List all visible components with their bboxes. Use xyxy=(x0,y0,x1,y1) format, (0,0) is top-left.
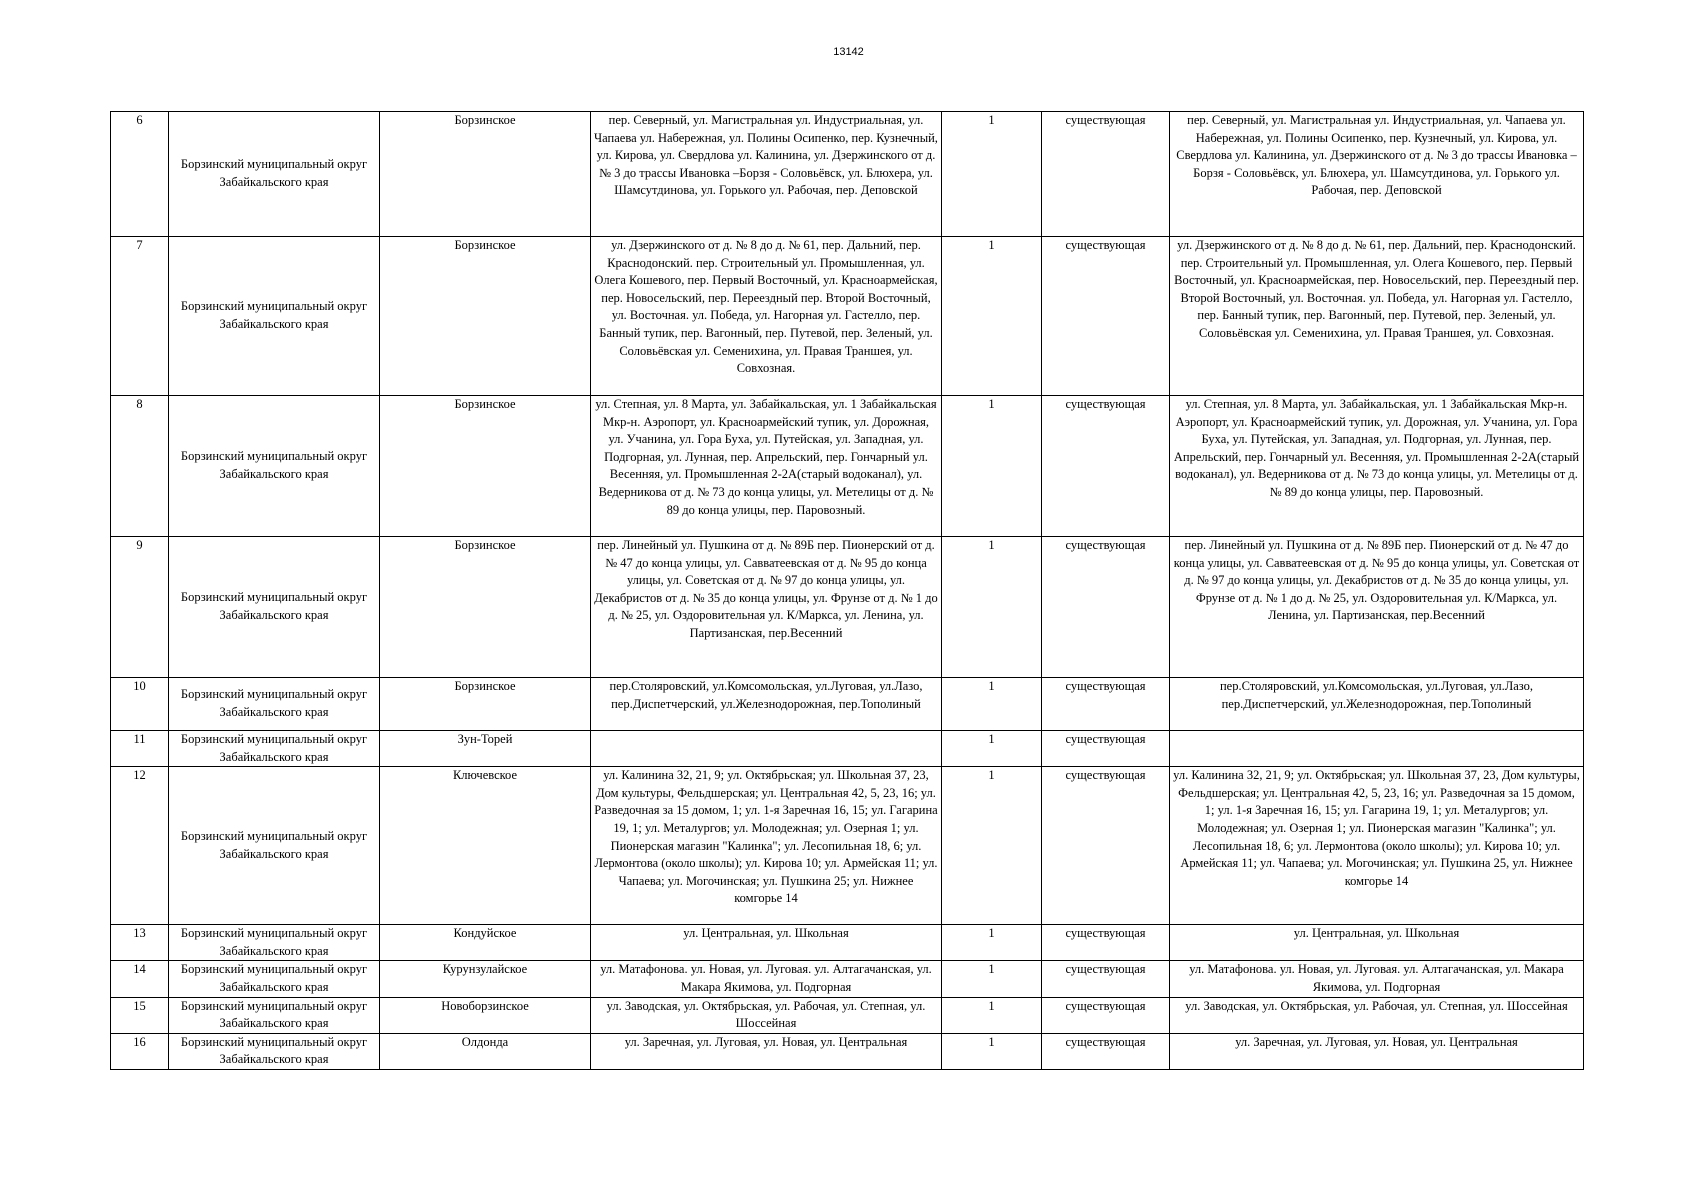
status: существующая xyxy=(1042,997,1170,1033)
count: 1 xyxy=(942,925,1042,961)
locality: Борзинское xyxy=(380,112,591,237)
served-streets-text: пер. Северный, ул. Магистральная ул. Индустриальная, ул. Чапаева ул. Набережная, ул. Полины Осипенко, пер. Кузнечный, ул. Кирова, ул. Свердлова ул. Калинина, ул. Дзержинского от д. № 3 до трассы Ивановка –Борзя - Соловьёвск, ул. Блюхера, ул. Шамсутдинова, ул. Горького ул. Рабочая, пер. Деповской xyxy=(1176,113,1577,198)
status: существующая xyxy=(1042,237,1170,396)
table-row xyxy=(111,997,1584,1033)
table-row xyxy=(111,961,1584,997)
municipal-district: Борзинский муниципальный округ Забайкальского края xyxy=(169,678,380,731)
count: 1 xyxy=(942,537,1042,678)
locality: Борзинское xyxy=(380,537,591,678)
count: 1 xyxy=(942,997,1042,1033)
municipal-district: Борзинский муниципальный округ Забайкальского края xyxy=(169,1033,380,1069)
row-number: 8 xyxy=(111,396,169,537)
served-cell xyxy=(1170,997,1584,1033)
municipal-district: Борзинский муниципальный округ Забайкальского края xyxy=(169,731,380,767)
locality: Борзинское xyxy=(380,678,591,731)
status: существующая xyxy=(1042,112,1170,237)
served-streets-text: пер. Линейный ул. Пушкина от д. № 89Б пер. Пионерский от д. № 47 до конца улицы, ул. Савватеевская от д. № 95 до конца улицы, ул. Советская от д. № 97 до конца улицы, ул. Декабристов от д. № 35 до конца улицы, ул. Фрунзе от д. № 1 до д. № 25, ул. Оздоровительная ул. К/Маркса, ул. Ленина, ул. Партизанская, пер.Весенний xyxy=(1173,538,1580,623)
locality: Кондуйское xyxy=(380,925,591,961)
table-row xyxy=(111,112,1584,237)
row-number: 13 xyxy=(111,925,169,961)
count: 1 xyxy=(942,396,1042,537)
registry-table xyxy=(110,111,1584,1070)
streets-text: пер. Северный, ул. Магистральная ул. Индустриальная, ул. Чапаева ул. Набережная, ул. Полины Осипенко, пер. Кузнечный, ул. Кирова, ул. Свердлова ул. Калинина, ул. Дзержинского от д. № 3 до трассы Ивановка –Борзя - Соловьёвск, ул. Блюхера, ул. Шамсутдинова, ул. Горького ул. Рабочая, пер. Деповской xyxy=(594,113,938,198)
locality: Борзинское xyxy=(380,396,591,537)
served-cell xyxy=(1170,112,1584,237)
served-cell xyxy=(1170,678,1584,731)
served-streets-text: ул. Матафонова. ул. Новая, ул. Луговая. ул. Алтагачанская, ул. Макара Якимова, ул. Подгорная xyxy=(1189,962,1564,994)
served-cell xyxy=(1170,537,1584,678)
table-row xyxy=(111,731,1584,767)
status: существующая xyxy=(1042,396,1170,537)
row-number: 11 xyxy=(111,731,169,767)
served-cell xyxy=(1170,731,1584,767)
locality: Ключевское xyxy=(380,767,591,925)
count: 1 xyxy=(942,678,1042,731)
table-row xyxy=(111,678,1584,731)
locality: Новоборзинское xyxy=(380,997,591,1033)
streets-text: пер. Линейный ул. Пушкина от д. № 89Б пер. Пионерский от д. № 47 до конца улицы, ул. Савватеевская от д. № 95 до конца улицы, ул. Советская от д. № 97 до конца улицы, ул. Декабристов от д. № 35 до конца улицы, ул. Фрунзе от д. № 1 до д. № 25, ул. Оздоровительная ул. К/Маркса, ул. Ленина, ул. Партизанская, пер.Весенний xyxy=(594,538,938,640)
streets-text: ул. Заречная, ул. Луговая, ул. Новая, ул. Центральная xyxy=(624,1034,908,1049)
row-number: 16 xyxy=(111,1033,169,1069)
streets-cell xyxy=(591,925,942,961)
streets-text: ул. Матафонова. ул. Новая, ул. Луговая. ул. Алтагачанская, ул. Макара Якимова, ул. Подгорная xyxy=(600,962,932,994)
streets-cell xyxy=(591,767,942,925)
served-streets-text: ул. Дзержинского от д. № 8 до д. № 61, пер. Дальний, пер. Краснодонский. пер. Строительный ул. Промышленная, ул. Олега Кошевого, пер. Первый Восточный, ул. Красноармейская, пер. Новосельский, пер. Переездный пер. Второй Восточный, ул. Восточная. ул. Победа, ул. Нагорная ул. Гастелло, пер. Банный тупик, пер. Вагонный, пер. Путевой, пер. Зеленый, ул. Соловьёвская ул. Семенихина, ул. Правая Траншея, ул. Совхозная. xyxy=(1174,238,1579,340)
locality: Курунзулайское xyxy=(380,961,591,997)
streets-cell xyxy=(591,961,942,997)
streets-cell xyxy=(591,396,942,537)
served-streets-text: ул. Калинина 32, 21, 9; ул. Октябрьская; ул. Школьная 37, 23, Дом культуры, Фельдшерская; ул. Центральная 42, 5, 23, 16; ул. Разведочная за 15 домом, 1; ул. 1-я Заречная 16, 15; ул. Гагарина 19, 1; ул. Металургов; ул. Молодежная; ул. Озерная 1; ул. Пионерская магазин "Калинка"; ул. Лесопильная 18, 6; ул. Лермонтова (около школы); ул. Кирова 10; ул. Армейская 11; ул. Чапаева; ул. Могочинская; ул. Пушкина 25, ул. Нижнее комгорье 14 xyxy=(1173,768,1580,888)
streets-cell xyxy=(591,112,942,237)
municipal-district: Борзинский муниципальный округ Забайкальского края xyxy=(169,925,380,961)
row-number: 7 xyxy=(111,237,169,396)
table-row xyxy=(111,396,1584,537)
streets-text: ул. Центральная, ул. Школьная xyxy=(683,926,849,941)
status: существующая xyxy=(1042,537,1170,678)
count: 1 xyxy=(942,1033,1042,1069)
served-cell xyxy=(1170,961,1584,997)
municipal-district: Борзинский муниципальный округ Забайкальского края xyxy=(169,237,380,396)
municipal-district: Борзинский муниципальный округ Забайкальского края xyxy=(169,396,380,537)
locality: Борзинское xyxy=(380,237,591,396)
municipal-district: Борзинский муниципальный округ Забайкальского края xyxy=(169,767,380,925)
table-row xyxy=(111,925,1584,961)
table-row xyxy=(111,237,1584,396)
table-row xyxy=(111,767,1584,925)
streets-cell xyxy=(591,537,942,678)
streets-cell xyxy=(591,997,942,1033)
row-number: 14 xyxy=(111,961,169,997)
locality: Олдонда xyxy=(380,1033,591,1069)
served-cell xyxy=(1170,925,1584,961)
status: существующая xyxy=(1042,767,1170,925)
row-number: 10 xyxy=(111,678,169,731)
served-streets-text: ул. Заводская, ул. Октябрьская, ул. Рабочая, ул. Степная, ул. Шоссейная xyxy=(1185,998,1568,1013)
table-row xyxy=(111,537,1584,678)
municipal-district: Борзинский муниципальный округ Забайкальского края xyxy=(169,112,380,237)
streets-cell xyxy=(591,731,942,767)
streets-text: ул. Степная, ул. 8 Марта, ул. Забайкальская, ул. 1 Забайкальская Мкр-н. Аэропорт, ул. Красноармейский тупик, ул. Дорожная, ул. Учанина, ул. Гора Буха, ул. Путейская, ул. Западная, ул. Подгорная, ул. Лунная, пер. Апрельский, пер. Гончарный ул. Весенняя, ул. Промышленная 2-2А(старый водоканал), ул. Ведерникова от д. № 73 до конца улицы, ул. Метелицы от д. № 89 до конца улицы, пер. Паровозный. xyxy=(595,397,937,517)
status: существующая xyxy=(1042,731,1170,767)
served-streets-text xyxy=(1173,731,1580,766)
served-cell xyxy=(1170,1033,1584,1069)
streets-text xyxy=(594,731,938,766)
count: 1 xyxy=(942,237,1042,396)
row-number: 6 xyxy=(111,112,169,237)
municipal-district: Борзинский муниципальный округ Забайкальского края xyxy=(169,961,380,997)
streets-cell xyxy=(591,237,942,396)
page-number: 13142 xyxy=(833,46,864,58)
streets-cell xyxy=(591,678,942,731)
streets-text: ул. Дзержинского от д. № 8 до д. № 61, пер. Дальний, пер. Краснодонский. пер. Строительный ул. Промышленная, ул. Олега Кошевого, пер. Первый Восточный, ул. Красноармейская, пер. Новосельский, пер. Переездный пер. Второй Восточный, ул. Восточная. ул. Победа, ул. Нагорная ул. Гастелло, пер. Банный тупик, пер. Вагонный, пер. Путевой, пер. Зеленый, ул. Соловьёвская ул. Семенихина, ул. Правая Траншея, ул. Совхозная. xyxy=(594,238,938,376)
status: существующая xyxy=(1042,925,1170,961)
count: 1 xyxy=(942,767,1042,925)
served-streets-text: ул. Заречная, ул. Луговая, ул. Новая, ул. Центральная xyxy=(1235,1034,1518,1049)
municipal-district: Борзинский муниципальный округ Забайкальского края xyxy=(169,997,380,1033)
streets-text: пер.Столяровский, ул.Комсомольская, ул.Луговая, ул.Лазо, пер.Диспетчерский, ул.Железнодорожная, пер.Тополиный xyxy=(609,679,923,711)
served-streets-text: пер.Столяровский, ул.Комсомольская, ул.Луговая, ул.Лазо, пер.Диспетчерский, ул.Железнодорожная, пер.Тополиный xyxy=(1219,679,1534,711)
streets-text: ул. Калинина 32, 21, 9; ул. Октябрьская; ул. Школьная 37, 23, Дом культуры, Фельдшерская; ул. Центральная 42, 5, 23, 16; ул. Разведочная за 15 домом, 1; ул. 1-я Заречная 16, 15; ул. Гагарина 19, 1; ул. Металургов; ул. Молодежная; ул. Озерная 1; ул. Пионерская магазин "Калинка"; ул. Лесопильная 18, 6; ул. Лермонтова (около школы); ул. Кирова 10; ул. Армейская 11; ул. Чапаева; ул. Могочинская; ул. Пушкина 25; ул. Нижнее комгорье 14 xyxy=(594,768,938,906)
row-number: 12 xyxy=(111,767,169,925)
served-cell xyxy=(1170,237,1584,396)
served-cell xyxy=(1170,767,1584,925)
municipal-district: Борзинский муниципальный округ Забайкальского края xyxy=(169,537,380,678)
served-streets-text: ул. Центральная, ул. Школьная xyxy=(1293,926,1460,941)
count: 1 xyxy=(942,731,1042,767)
row-number: 9 xyxy=(111,537,169,678)
status: существующая xyxy=(1042,1033,1170,1069)
locality: Зун-Торей xyxy=(380,731,591,767)
status: существующая xyxy=(1042,678,1170,731)
streets-cell xyxy=(591,1033,942,1069)
served-streets-text: ул. Степная, ул. 8 Марта, ул. Забайкальская, ул. 1 Забайкальская Мкр-н. Аэропорт, ул. Красноармейский тупик, ул. Дорожная, ул. Учанина, ул. Гора Буха, ул. Путейская, ул. Западная, ул. Подгорная, ул. Лунная, пер. Апрельский, пер. Гончарный ул. Весенняя, ул. Промышленная 2-2А(старый водоканал), ул. Ведерникова от д. № 73 до конца улицы, ул. Метелицы от д. № 89 до конца улицы, пер. Паровозный. xyxy=(1173,397,1580,499)
table-row xyxy=(111,1033,1584,1069)
count: 1 xyxy=(942,112,1042,237)
count: 1 xyxy=(942,961,1042,997)
status: существующая xyxy=(1042,961,1170,997)
streets-text: ул. Заводская, ул. Октябрьская, ул. Рабочая, ул. Степная, ул. Шоссейная xyxy=(606,998,926,1031)
row-number: 15 xyxy=(111,997,169,1033)
served-cell xyxy=(1170,396,1584,537)
